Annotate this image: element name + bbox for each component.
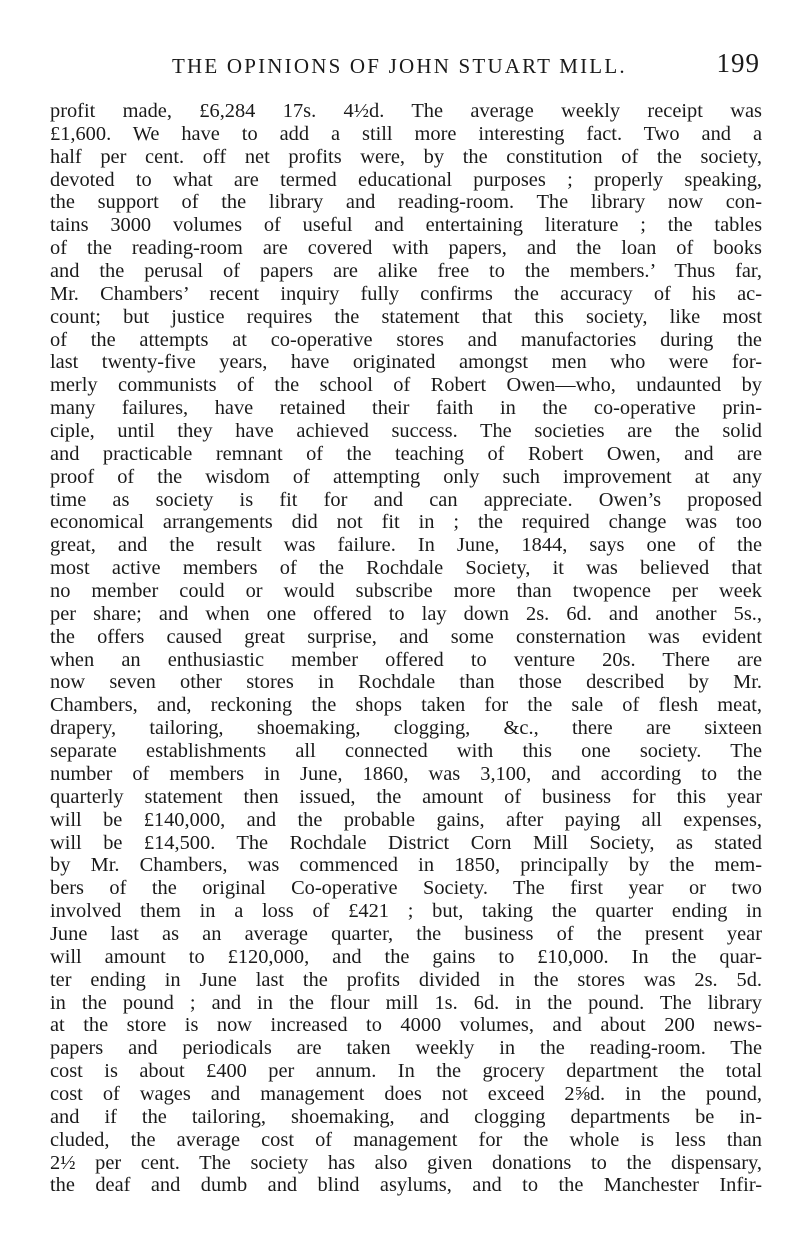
page-number: 199	[716, 48, 760, 78]
text-line: cost of wages and management does not exceed 2⅝d. in the pound,	[50, 1082, 762, 1105]
text-line: count; but justice requires the statement that this society, like most	[50, 305, 762, 328]
text-line: 2½ per cent. The society has also given donations to the dispensary,	[50, 1151, 762, 1174]
text-line: the support of the library and reading-room. The library now con-	[50, 191, 762, 214]
text-line: last twenty-five years, have originated amongst men who were for-	[50, 351, 762, 374]
text-line: will be £14,500. The Rochdale District Corn Mill Society, as stated	[50, 831, 762, 854]
text-line: at the store is now increased to 4000 volumes, and about 200 news-	[50, 1014, 762, 1037]
body-text	[50, 100, 762, 1197]
text-line: when an enthusiastic member offered to venture 20s. There are	[50, 648, 762, 671]
text-line: half per cent. off net profits were, by the constitution of the society,	[50, 145, 762, 168]
text-line: and practicable remnant of the teaching of Robert Owen, and are	[50, 442, 762, 465]
text-line: drapery, tailoring, shoemaking, clogging, &c., there are sixteen	[50, 717, 762, 740]
text-line: tains 3000 volumes of useful and entertaining literature ; the tables	[50, 214, 762, 237]
text-line: proof of the wisdom of attempting only such improvement at any	[50, 465, 762, 488]
text-line: most active members of the Rochdale Society, it was believed that	[50, 557, 762, 580]
text-line: quarterly statement then issued, the amount of business for this year	[50, 785, 762, 808]
text-line: involved them in a loss of £421 ; but, taking the quarter ending in	[50, 900, 762, 923]
text-line: economical arrangements did not fit in ; the required change was too	[50, 511, 762, 534]
text-line: of the reading-room are covered with papers, and the loan of books	[50, 237, 762, 260]
text-line: bers of the original Co-operative Society. The first year or two	[50, 877, 762, 900]
running-head	[50, 40, 762, 80]
text-line: and if the tailoring, shoemaking, and clogging departments be in-	[50, 1105, 762, 1128]
text-line: number of members in June, 1860, was 3,100, and according to the	[50, 762, 762, 785]
running-title: THE OPINIONS OF JOHN STUART MILL.	[172, 54, 627, 78]
text-line: June last as an average quarter, the business of the present year	[50, 922, 762, 945]
text-line: now seven other stores in Rochdale than those described by Mr.	[50, 671, 762, 694]
text-line: profit made, £6,284 17s. 4½d. The average weekly receipt was	[50, 100, 762, 122]
text-line: the deaf and dumb and blind asylums, and to the Manchester Infir-	[50, 1174, 762, 1197]
text-line: separate establishments all connected with this one society. The	[50, 740, 762, 763]
text-line: per share; and when one offered to lay down 2s. 6d. and another 5s.,	[50, 602, 762, 625]
text-line: time as society is fit for and can appreciate. Owen’s proposed	[50, 488, 762, 511]
text-line: Chambers, and, reckoning the shops taken for the sale of flesh meat,	[50, 694, 762, 717]
text-line: devoted to what are termed educational purposes ; properly speaking,	[50, 168, 762, 191]
text-line: papers and periodicals are taken weekly in the reading-room. The	[50, 1037, 762, 1060]
text-line: the offers caused great surprise, and some consternation was evident	[50, 625, 762, 648]
text-line: and the perusal of papers are alike free to the members.’ Thus far,	[50, 260, 762, 283]
text-line: merly communists of the school of Robert Owen—who, undaunted by	[50, 374, 762, 397]
text-line: no member could or would subscribe more than twopence per week	[50, 580, 762, 603]
text-line: in the pound ; and in the flour mill 1s. 6d. in the pound. The library	[50, 991, 762, 1014]
text-line: ter ending in June last the profits divided in the stores was 2s. 5d.	[50, 968, 762, 991]
text-line: will be £140,000, and the probable gains, after paying all expenses,	[50, 808, 762, 831]
text-line: will amount to £120,000, and the gains to £10,000. In the quar-	[50, 945, 762, 968]
text-line: of the attempts at co-operative stores and manufactories during the	[50, 328, 762, 351]
text-line: £1,600. We have to add a still more interesting fact. Two and a	[50, 122, 762, 145]
text-line: great, and the result was failure. In June, 1844, says one of the	[50, 534, 762, 557]
text-line: cost is about £400 per annum. In the grocery department the total	[50, 1060, 762, 1083]
text-line: cluded, the average cost of management for the whole is less than	[50, 1128, 762, 1151]
text-line: Mr. Chambers’ recent inquiry fully confirms the accuracy of his ac-	[50, 282, 762, 305]
text-line: many failures, have retained their faith in the co-operative prin-	[50, 397, 762, 420]
text-line: by Mr. Chambers, was commenced in 1850, principally by the mem-	[50, 854, 762, 877]
text-line: ciple, until they have achieved success. The societies are the solid	[50, 420, 762, 443]
